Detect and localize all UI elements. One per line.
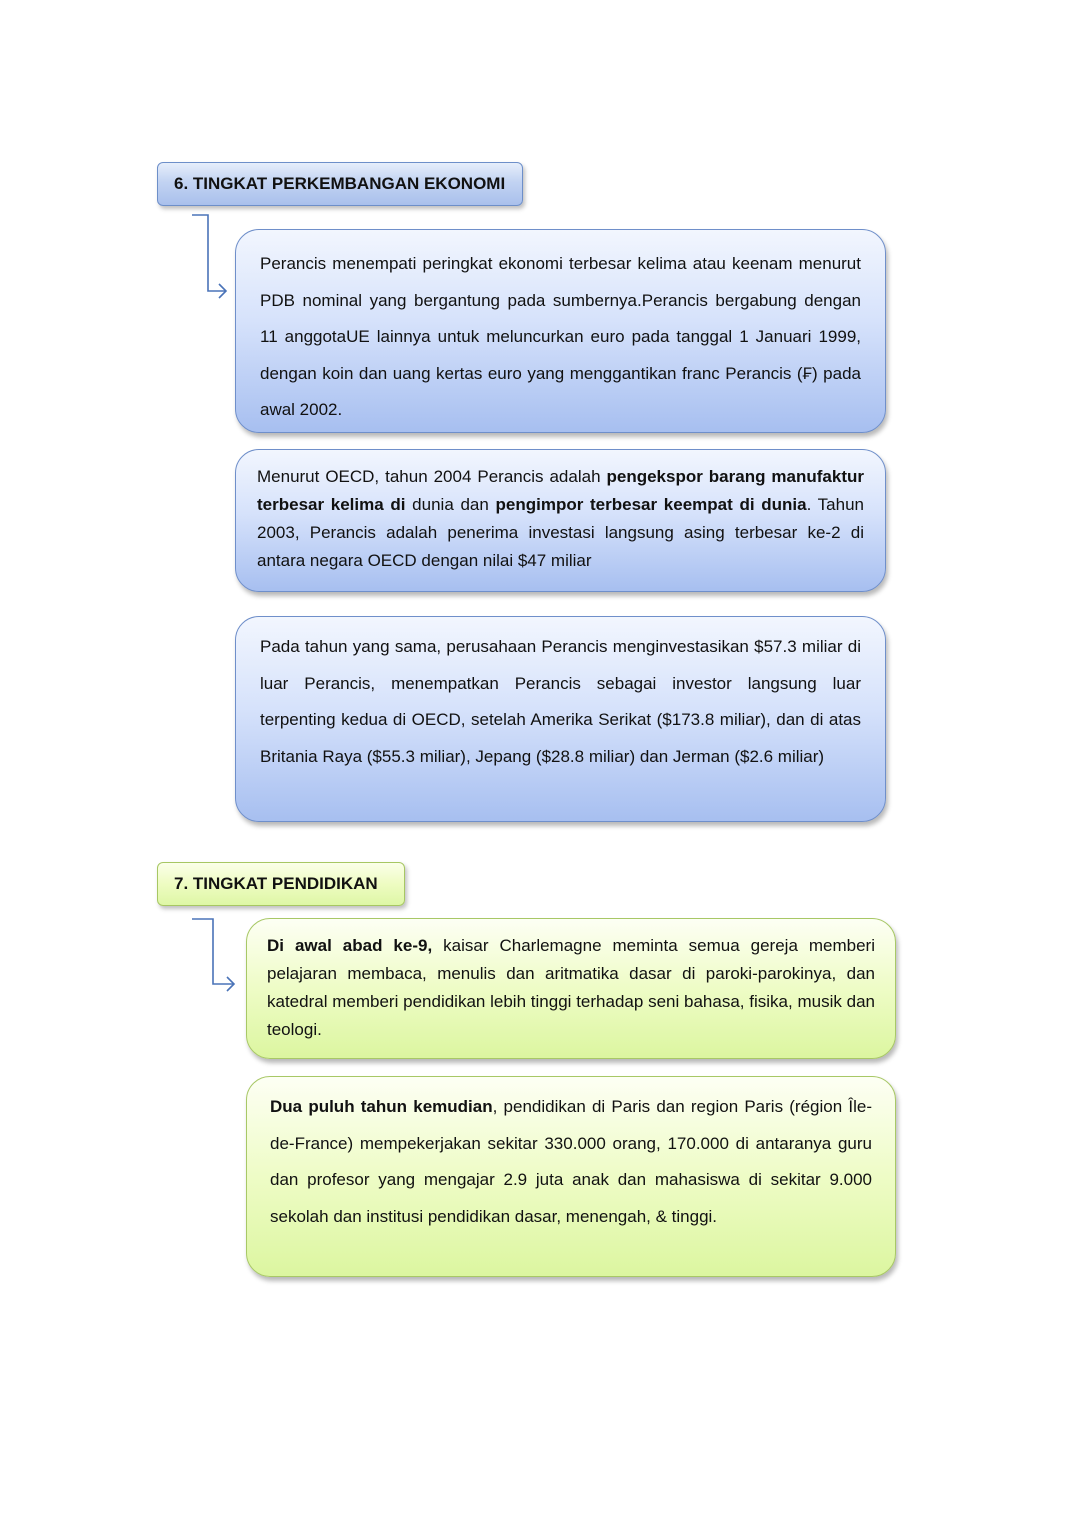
section-7-heading-text: 7. TINGKAT PENDIDIKAN	[174, 874, 378, 893]
section-7-heading	[157, 862, 405, 906]
box-2-text-2: dunia dan	[405, 495, 496, 514]
section-6-box-3-text: Pada tahun yang sama, perusahaan Perancis menginvestasikan $57.3 miliar di luar Perancis, menempatkan Perancis sebagai investor langsung luar terpenting kedua di OECD, setelah Amerika Serikat ($173.8 miliar), dan di atas Britania Raya ($55.3 miliar), Jepang ($28.8 miliar) dan Jerman ($2.6 miliar)	[260, 637, 861, 766]
section-6-box-2-paragraph	[257, 463, 864, 575]
section-7-box-1-lead: Di awal abad ke-9,	[267, 936, 433, 955]
section-7-box-1	[246, 918, 896, 1059]
box-2-bold-2: pengimpor terbesar keempat di dunia	[495, 495, 807, 514]
section-6-connector-arrow-icon	[190, 212, 230, 302]
box-2-text-1: Menurut OECD, tahun 2004 Perancis adalah	[257, 467, 607, 486]
section-6-box-2	[235, 449, 886, 592]
section-7-connector-arrow-icon	[190, 916, 238, 996]
section-7-box-2-lead: Dua puluh tahun kemudian	[270, 1097, 493, 1116]
box-2-text-3: . Tahun 2003, Perancis adalah penerima investasi langsung asing terbesar ke-2 di antara negara OECD dengan nilai $47 miliar	[257, 495, 864, 570]
section-6-box-3	[235, 616, 886, 822]
section-7-box-1-text: kaisar Charlemagne meminta semua gereja memberi pelajaran membaca, menulis dan aritmatika dasar di paroki-parokinya, dan katedral memberi pendidikan lebih tinggi terhadap seni bahasa, fisika, musik dan teologi.	[267, 936, 875, 1039]
section-7-box-1-paragraph	[267, 932, 875, 1044]
section-7-box-2-text: , pendidikan di Paris dan region Paris (région Île-de-France) mempekerjakan sekitar 330.000 orang, 170.000 di antaranya guru dan profesor yang mengajar 2.9 juta anak dan mahasiswa di sekitar 9.000 sekolah dan institusi pendidikan dasar, menengah, & tinggi.	[270, 1097, 873, 1226]
box-2-bold-1: pengekspor barang manufaktur terbesar kelima di	[257, 467, 864, 514]
section-6-box-1	[235, 229, 886, 433]
section-6-box-1-text: Perancis menempati peringkat ekonomi terbesar kelima atau keenam menurut PDB nominal yang bergantung pada sumbernya.Perancis bergabung dengan 11 anggotaUE lainnya untuk meluncurkan euro pada tanggal 1 Januari 1999, dengan koin dan uang kertas euro yang menggantikan franc Perancis (₣) pada awal 2002.	[260, 254, 861, 419]
section-7-box-2	[246, 1076, 896, 1277]
section-6-heading-text: 6. TINGKAT PERKEMBANGAN EKONOMI	[174, 174, 506, 193]
section-6-heading	[157, 162, 523, 206]
section-7-box-2-paragraph	[270, 1089, 872, 1235]
